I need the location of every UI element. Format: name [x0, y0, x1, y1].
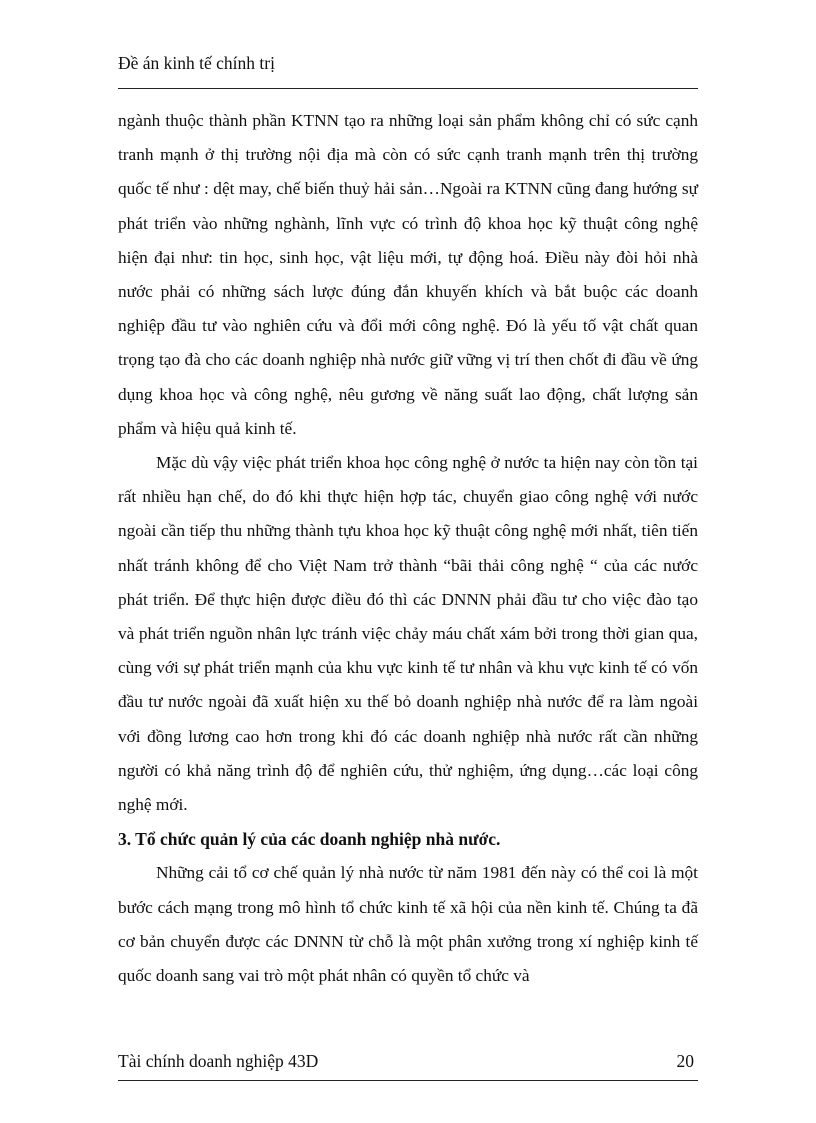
- footer-label: Tài chính doanh nghiệp 43D: [118, 1051, 319, 1071]
- page-footer: [118, 1050, 698, 1072]
- section-heading: 3. Tổ chức quản lý của các doanh nghiệp nhà nước.: [118, 829, 501, 850]
- paragraph-3: Những cải tổ cơ chế quản lý nhà nước từ năm 1981 đến này có thể coi là một bước cách mạng trong mô hình tổ chức kinh tế xã hội của nền kinh tế. Chúng ta đã cơ bản chuyển được các DNNN từ chỗ là một phân xưởng trong xí nghiệp kinh tế quốc doanh sang vai trò một phát nhân có quyền tổ chức và: [118, 863, 698, 986]
- header-rule: [118, 88, 698, 89]
- page-body: [118, 104, 698, 993]
- paragraph-2: Mặc dù vậy việc phát triển khoa học công nghệ ở nước ta hiện nay còn tồn tại rất nhiều hạn chế, do đó khi thực hiện hợp tác, chuyển giao công nghệ với nước ngoài cần tiếp thu những thành tựu khoa học kỹ thuật công nghệ mới nhất, tiên tiến nhất tránh không để cho Việt Nam trở thành “bãi thải công nghệ “ của các nước phát triển. Để thực hiện được điều đó thì các DNNN phải đầu tư cho việc đào tạo và phát triển nguồn nhân lực tránh việc chảy máu chất xám bởi trong thời gian qua, cùng với sự phát triển mạnh của khu vực kinh tế tư nhân và khu vực kinh tế có vốn đầu tư nước ngoài đã xuất hiện xu thế bỏ doanh nghiệp nhà nước để ra làm ngoài với đồng lương cao hơn trong khi đó các doanh nghiệp nhà nước rất cần những người có khả năng trình độ để nghiên cứu, thử nghiệm, ứng dụng…các loại công nghệ mới.: [118, 453, 698, 815]
- footer-rule: [118, 1080, 698, 1081]
- page-number: 20: [676, 1051, 694, 1071]
- paragraph-1: ngành thuộc thành phần KTNN tạo ra những loại sản phẩm không chỉ có sức cạnh tranh mạnh ở thị trường nội địa mà còn có sức cạnh tranh mạnh trên thị trường quốc tế như : dệt may, chế biến thuỷ hải sản…Ngoài ra KTNN cũng đang hướng sự phát triển vào những nghành, lĩnh vực có trình độ khoa học kỹ thuật công nghệ hiện đại như: tin học, sinh học, vật liệu mới, tự động hoá. Điều này đòi hỏi nhà nước phải có những sách lược đúng đắn khuyến khích và bắt buộc các doanh nghiệp đầu tư vào nghiên cứu và đổi mới công nghệ. Đó là yếu tố vật chất quan trọng tạo đà cho các doanh nghiệp nhà nước giữ vững vị trí then chốt đi đầu về ứng dụng khoa học và công nghệ, nêu gương về năng suất lao động, chất lượng sản phẩm và hiệu quả kinh tế.: [118, 111, 698, 438]
- page-header: Đề án kinh tế chính trị: [118, 53, 275, 73]
